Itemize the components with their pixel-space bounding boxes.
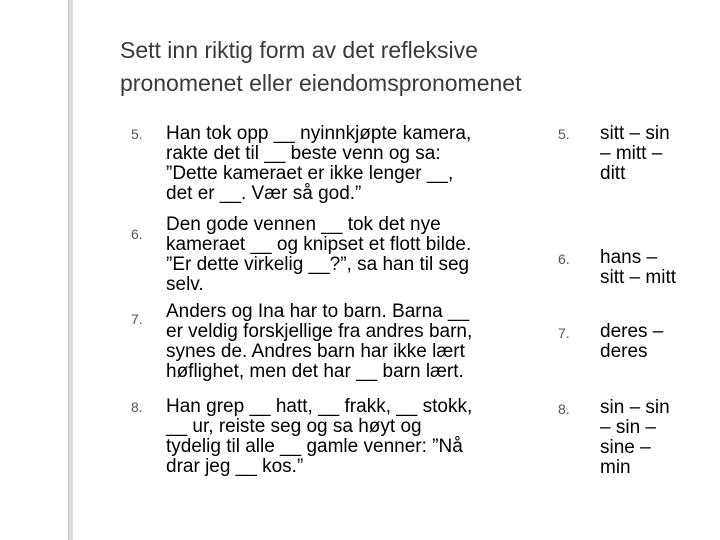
title-line-1: Sett inn riktig form av det refleksive	[120, 37, 478, 63]
right-item-number: 6.	[558, 251, 570, 267]
text-line: min	[600, 457, 631, 478]
right-item-7	[600, 322, 663, 362]
left-item-number: 6.	[131, 226, 143, 242]
text-line: ”Dette kameraet er ikke lenger __,	[166, 163, 454, 184]
left-item-number: 8.	[131, 399, 143, 415]
text-line: – sin –	[600, 417, 656, 438]
right-item-6	[600, 248, 676, 288]
right-item-5	[600, 124, 670, 184]
text-line: ”Er dette virkelig __?”, sa han til seg	[166, 254, 470, 275]
left-item-7	[166, 302, 472, 382]
text-line: selv.	[166, 274, 204, 295]
text-line: __ ur, reiste seg og sa høyt og	[166, 416, 422, 437]
text-line: Han tok opp __ nyinnkjøpte kamera,	[166, 123, 472, 144]
text-line: Anders og Ina har to barn. Barna __	[166, 301, 470, 322]
right-item-number: 5.	[558, 126, 570, 142]
text-line: Han grep __ hatt, __ frakk, __ stokk,	[166, 396, 473, 417]
right-item-8	[600, 398, 670, 478]
text-line: ditt	[600, 163, 626, 184]
text-line: deres –	[600, 321, 664, 342]
text-line: det er __. Vær så god.”	[166, 183, 362, 204]
text-line: høflighet, men det har __ barn lært.	[166, 361, 464, 382]
left-item-number: 7.	[131, 311, 143, 327]
text-line: sitt – sin	[600, 123, 670, 144]
title-line-2: pronomenet eller eiendomspronomenet	[120, 70, 522, 96]
text-line: sin – sin	[600, 397, 670, 418]
text-line: hans –	[600, 247, 658, 268]
text-line: sine –	[600, 437, 651, 458]
left-item-6	[166, 215, 471, 295]
text-line: synes de. Andres barn har ikke lært	[166, 341, 465, 362]
text-line: deres	[600, 341, 648, 362]
right-item-number: 8.	[558, 401, 570, 417]
text-line: rakte det til __ beste venn og sa:	[166, 143, 441, 164]
text-line: kameraet __ og knipset et flott bilde.	[166, 234, 472, 255]
text-line: Den gode vennen __ tok det nye	[166, 214, 441, 235]
right-item-number: 7.	[558, 325, 570, 341]
text-line: tydelig til alle __ gamle venner: ”Nå	[166, 436, 463, 457]
text-line: – mitt –	[600, 143, 663, 164]
slide-border-line	[68, 0, 73, 540]
text-line: drar jeg __ kos.”	[166, 456, 304, 477]
left-item-8	[166, 397, 472, 477]
text-line: er veldig forskjellige fra andres barn,	[166, 321, 473, 342]
slide-title	[120, 34, 680, 100]
text-line: sitt – mitt	[600, 267, 677, 288]
left-item-5	[166, 124, 471, 204]
left-item-number: 5.	[131, 126, 143, 142]
